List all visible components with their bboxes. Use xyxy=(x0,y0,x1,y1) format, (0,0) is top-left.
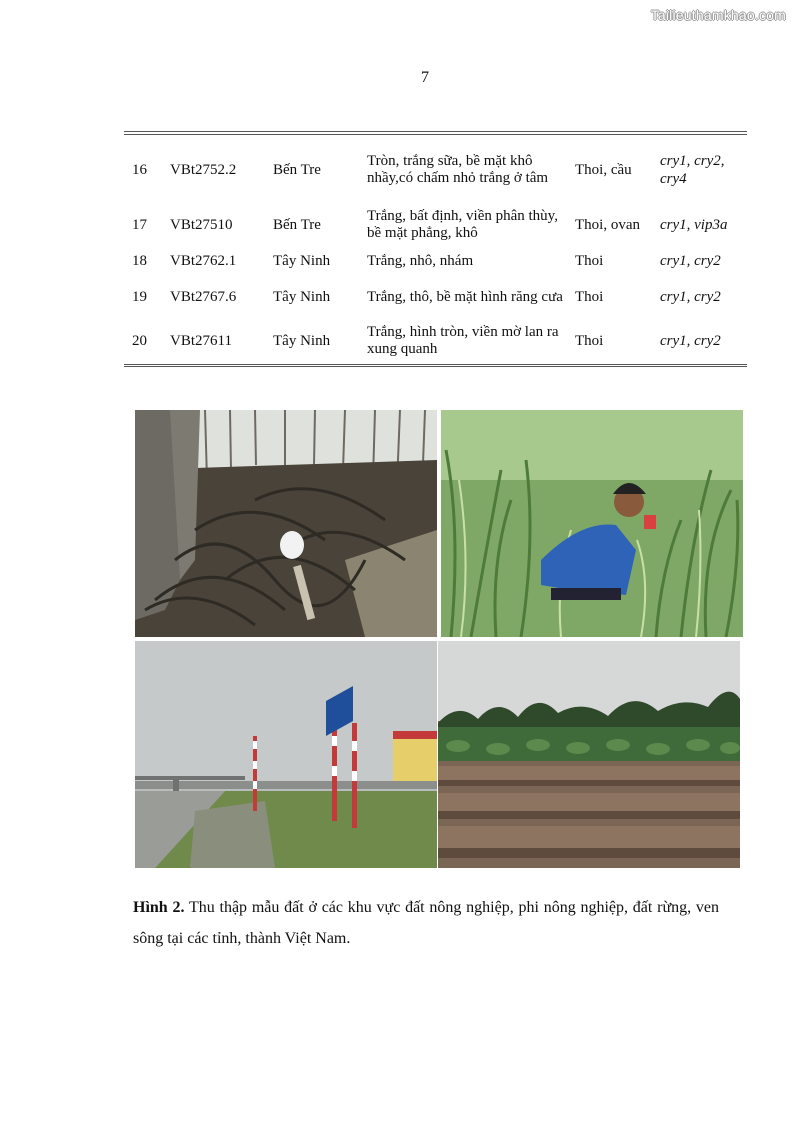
table-row xyxy=(124,135,747,204)
cell-no: 18 xyxy=(132,253,147,269)
page-number: 7 xyxy=(421,69,429,86)
cell-description: Trắng, thô, bề mặt hình răng cưa xyxy=(367,288,563,305)
cell-shape: Thoi, cầu xyxy=(575,161,632,178)
table-row xyxy=(124,246,747,276)
cell-genes: cry1, cry2 xyxy=(660,253,721,269)
cell-code: VBt2762.1 xyxy=(170,253,237,269)
cell-location: Bến Tre xyxy=(273,217,321,233)
photo-vegetable-field xyxy=(438,641,740,868)
cell-code: VBt27611 xyxy=(170,333,232,349)
cell-shape: Thoi xyxy=(575,289,604,305)
figure-caption xyxy=(133,892,719,954)
photo-mangrove-forest xyxy=(135,410,437,637)
table-row xyxy=(124,276,747,318)
watermark: Tailieuthamkhao.com xyxy=(650,7,786,23)
cell-description: Trắng, bất định, viền phân thùy, bề mặt phẳng, khô xyxy=(367,208,558,241)
cell-shape: Thoi, ovan xyxy=(575,217,640,233)
cell-genes: cry1, cry2 xyxy=(660,289,721,305)
cell-no: 20 xyxy=(132,333,147,349)
cell-description: Trắng, hình tròn, viền mờ lan ra xung quanh xyxy=(367,324,559,357)
photo-grass-field xyxy=(441,410,743,637)
cell-location: Tây Ninh xyxy=(273,289,331,305)
cell-no: 16 xyxy=(132,161,147,178)
cell-no: 17 xyxy=(132,217,147,233)
cell-code: VBt2767.6 xyxy=(170,289,237,305)
caption-label: Hình 2. xyxy=(133,899,185,916)
cell-code: VBt27510 xyxy=(170,217,233,233)
cell-genes: cry1, cry2 xyxy=(660,333,721,349)
caption-text: Thu thập mẫu đất ở các khu vực đất nông nghiệp, phi nông nghiệp, đất rừng, ven sông tại các tỉnh, thành Việt Nam. xyxy=(133,899,720,947)
cell-location: Tây Ninh xyxy=(273,253,331,269)
table-bottom-rule xyxy=(124,364,747,367)
cell-shape: Thoi xyxy=(575,333,604,349)
strain-table xyxy=(124,131,747,367)
cell-no: 19 xyxy=(132,289,147,305)
cell-genes: cry1, vip3a xyxy=(660,217,728,233)
cell-code: VBt2752.2 xyxy=(170,161,237,178)
table-row xyxy=(124,204,747,246)
photo-riverbank-sign xyxy=(135,641,437,868)
cell-description: Trắng, nhô, nhám xyxy=(367,252,474,269)
cell-shape: Thoi xyxy=(575,253,604,269)
table-row xyxy=(124,318,747,364)
cell-location: Bến Tre xyxy=(273,161,321,178)
cell-description: Tròn, trắng sữa, bề mặt khô nhầy,có chấm nhỏ trắng ở tâm xyxy=(367,152,549,186)
cell-genes: cry1, cry2, cry4 xyxy=(660,152,725,187)
cell-location: Tây Ninh xyxy=(273,333,331,349)
